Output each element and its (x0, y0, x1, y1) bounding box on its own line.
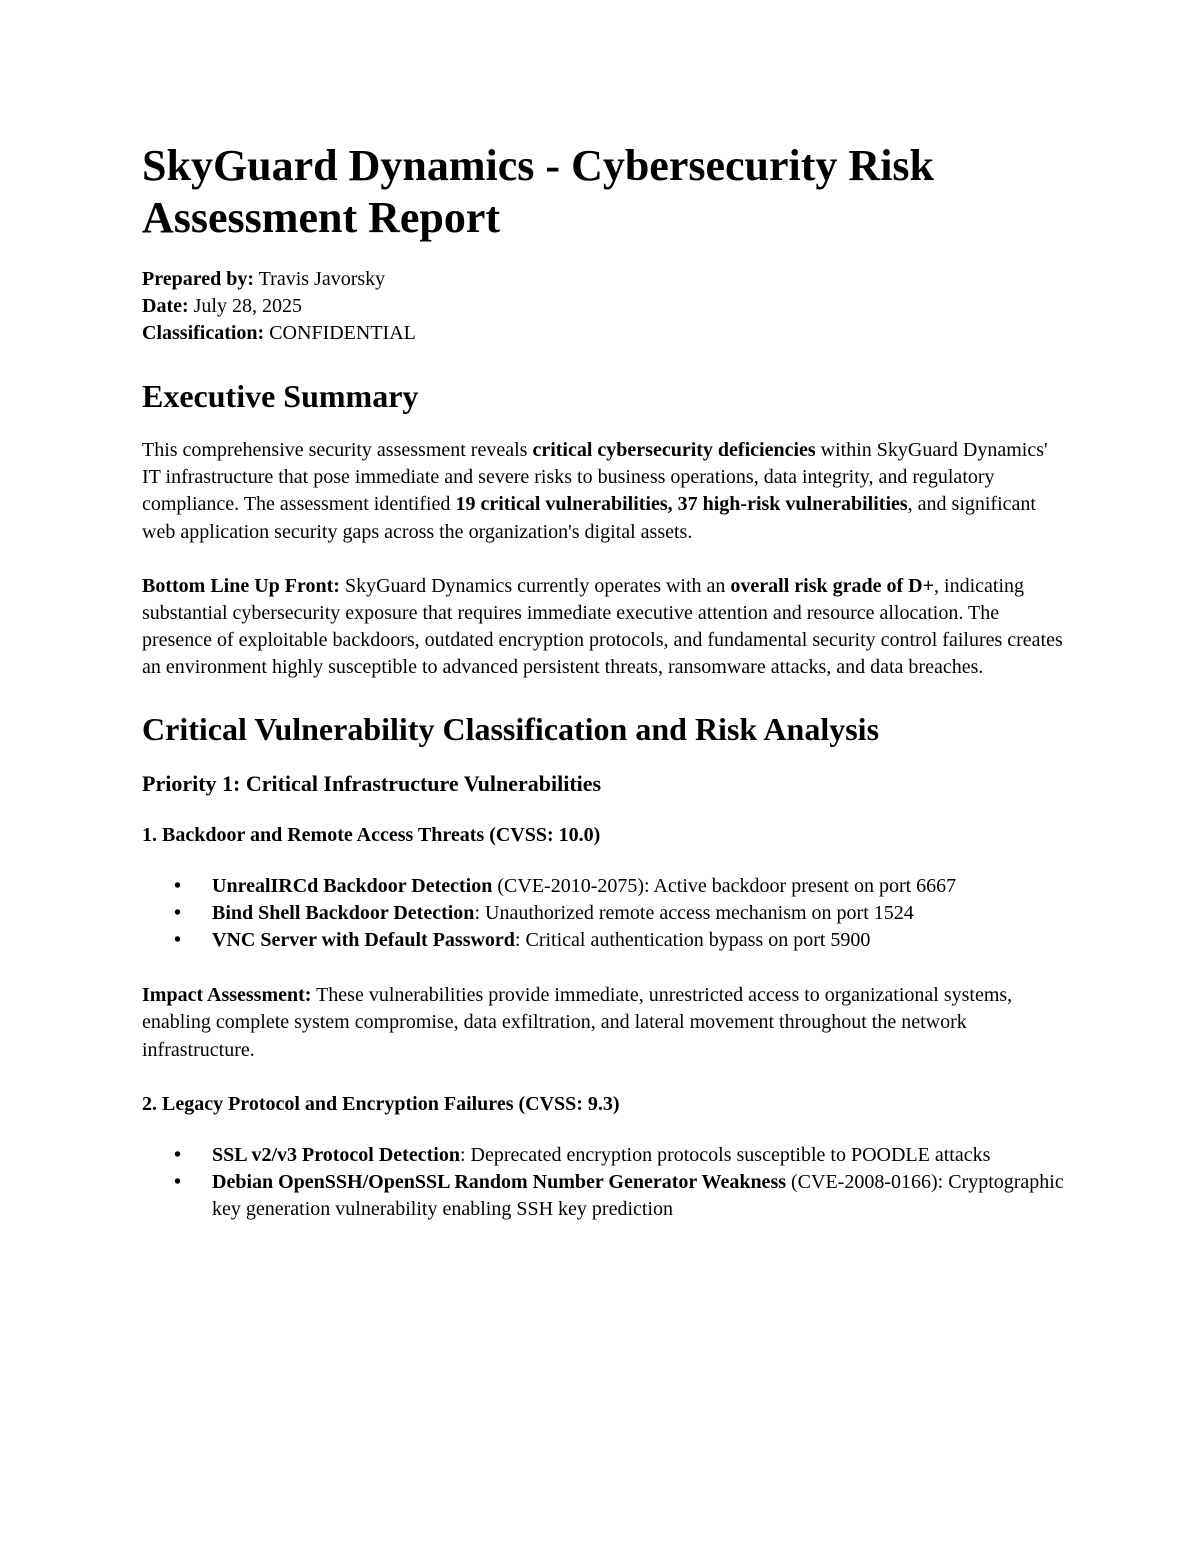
list-item-desc: : Critical authentication bypass on port 5900 (514, 929, 871, 952)
prepared-by-value: Travis Javorsky (254, 268, 386, 290)
date-label: Date: (142, 295, 189, 317)
summary-bold-1: critical cybersecurity deficiencies (532, 439, 816, 461)
list-item (142, 900, 1067, 927)
group-2-list (142, 1142, 1067, 1224)
bottom-line-paragraph (142, 573, 1067, 682)
prepared-by-line (142, 266, 1067, 293)
bottom-line-text-1: SkyGuard Dynamics currently operates with an (339, 574, 731, 597)
impact-text: These vulnerabilities provide immediate, unrestricted access to organizational systems, enabling complete system compromise, data exfiltration, and lateral movement throughout the network infrastructure. (142, 984, 1013, 1061)
impact-label: Impact Assessment: (142, 984, 312, 1007)
list-item (142, 927, 1067, 954)
date-value: July 28, 2025 (188, 295, 302, 317)
date-line (142, 293, 1067, 320)
list-item-name: UnrealIRCd Backdoor Detection (212, 874, 493, 897)
list-item-name: Debian OpenSSH/OpenSSL Random Number Generator Weakness (212, 1171, 787, 1194)
classification-value: CONFIDENTIAL (264, 322, 416, 344)
critical-vulnerability-heading: Critical Vulnerability Classification and Risk Analysis (142, 710, 880, 747)
report-metadata (142, 266, 1067, 347)
summary-text-2: within SkyGuard Dynamics' IT infrastructure that pose immediate and severe risks to business operations, data integrity, and regulatory compliance. The assessment identified (142, 439, 1048, 516)
list-item-desc: (CVE-2010-2075): Active backdoor present on port 6667 (492, 874, 957, 897)
impact-assessment-paragraph (142, 982, 1067, 1064)
classification-label: Classification: (142, 322, 265, 344)
bottom-line-label: Bottom Line Up Front: (142, 574, 340, 597)
document-page (142, 140, 1067, 1251)
summary-text-3: , and significant web application security gaps across the organization's digital assets. (142, 493, 1036, 543)
executive-summary-paragraph (142, 437, 1067, 546)
prepared-by-label: Prepared by: (142, 268, 255, 290)
bottom-line-text-2: , indicating substantial cybersecurity exposure that requires immediate executive attention and resource allocation. The presence of exploitable backdoors, outdated encryption protocols, and fundamental security control failures creates an environment highly susceptible to advanced persistent threats, ransomware attacks, and data breaches. (142, 574, 1063, 679)
list-item (142, 1142, 1067, 1169)
list-item-desc: : Deprecated encryption protocols susceptible to POODLE attacks (459, 1143, 991, 1166)
group-1-heading: 1. Backdoor and Remote Access Threats (CVSS: 10.0) (142, 823, 601, 846)
risk-grade-text: overall risk grade of D+ (730, 574, 935, 597)
list-item (142, 1169, 1067, 1223)
group-2-heading: 2. Legacy Protocol and Encryption Failures (CVSS: 9.3) (142, 1092, 620, 1115)
priority-1-heading: Priority 1: Critical Infrastructure Vulnerabilities (142, 770, 602, 796)
list-item (142, 873, 1067, 900)
summary-bold-2: 19 critical vulnerabilities, 37 high-risk vulnerabilities (455, 493, 908, 516)
list-item-name: SSL v2/v3 Protocol Detection (212, 1143, 460, 1166)
summary-text-1: This comprehensive security assessment reveals (142, 439, 533, 461)
list-item-desc: : Unauthorized remote access mechanism on port 1524 (474, 901, 914, 924)
group-1-list (142, 873, 1067, 955)
executive-summary-heading: Executive Summary (142, 378, 419, 414)
report-title: SkyGuard Dynamics - Cybersecurity Risk Assessment Report (142, 141, 935, 242)
list-item-name: VNC Server with Default Password (212, 929, 515, 952)
classification-line (142, 320, 1067, 347)
list-item-desc: (CVE-2008-0166): Cryptographic key generation vulnerability enabling SSH key prediction (212, 1171, 1064, 1221)
list-item-name: Bind Shell Backdoor Detection (212, 901, 475, 924)
